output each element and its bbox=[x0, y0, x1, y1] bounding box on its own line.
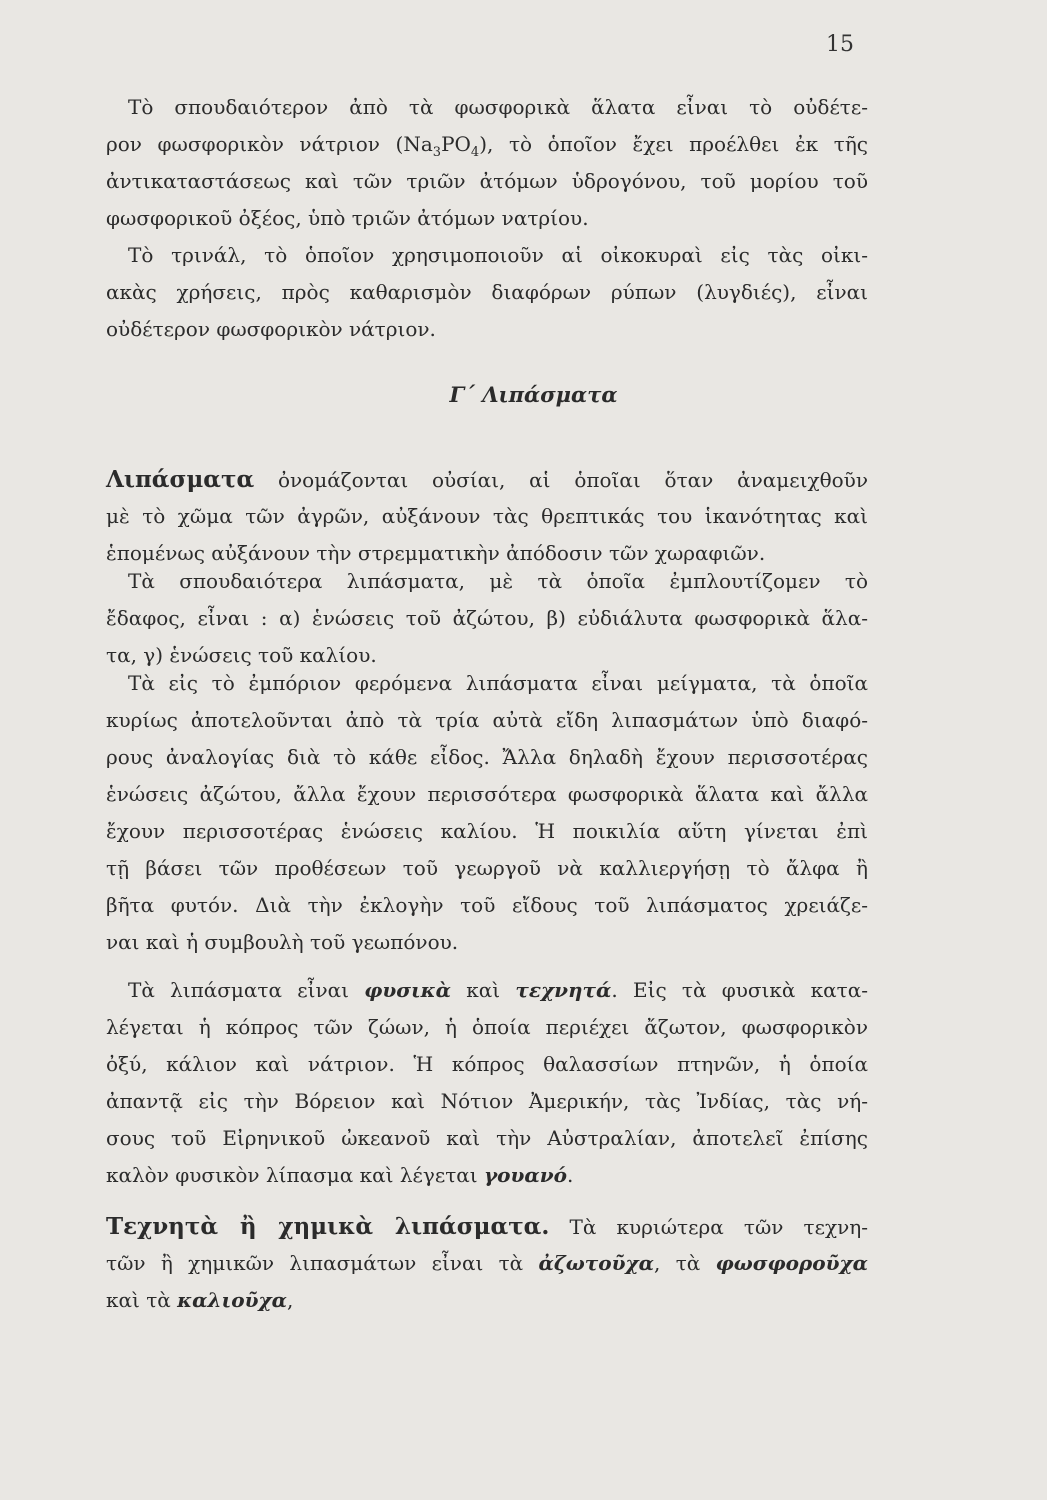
text-fragment: Τὰ κυριώτερα τῶν τεχνη- bbox=[549, 1215, 868, 1239]
text-line: φωσφορικοῦ ὀξέος, ὑπὸ τριῶν ἀτόμων νατρίου. bbox=[106, 206, 589, 230]
paragraph-chemical-fertilizers bbox=[106, 1208, 868, 1319]
subscript: 4 bbox=[470, 145, 480, 160]
text-line: ρους ἀναλογίας διὰ τὸ κάθε εἶδος. Ἄλλα δηλαδὴ ἔχουν περισσοτέρας bbox=[106, 745, 868, 769]
text-line bbox=[106, 126, 868, 163]
text-line: ἔδαφος, εἶναι : α) ἑνώσεις τοῦ ἀζώτου, β) εὐδιάλυτα φωσφορικὰ ἅλα- bbox=[106, 606, 868, 630]
text-line bbox=[106, 1157, 868, 1194]
text-fragment: . bbox=[567, 1163, 574, 1187]
paragraph-fertilizers-definition bbox=[106, 461, 868, 572]
text-line bbox=[106, 461, 868, 498]
text-line: οὐδέτερον φωσφορικὸν νάτριον. bbox=[106, 317, 436, 341]
text-fragment: , τὰ bbox=[654, 1251, 716, 1275]
text-fragment: ρον φωσφορικὸν νάτριον (Na bbox=[106, 132, 433, 156]
text-line: Τὸ τρινάλ, τὸ ὁποῖον χρησιμοποιοῦν αἱ οἰκοκυραὶ εἰς τὰς οἰκι- bbox=[128, 243, 868, 267]
text-line bbox=[106, 1208, 868, 1245]
defined-term: Τεχνητὰ ἢ χημικὰ λιπάσματα. bbox=[106, 1213, 550, 1240]
text-line bbox=[106, 972, 868, 1009]
text-line bbox=[106, 1245, 868, 1282]
text-line: λέγεται ἡ κόπρος τῶν ζώων, ἡ ὁποία περιέχει ἄζωτον, φωσφορικὸν bbox=[106, 1015, 868, 1039]
emphasis-nitrogenous: ἀζωτοῦχα bbox=[538, 1251, 655, 1275]
text-line: Τὰ σπουδαιότερα λιπάσματα, μὲ τὰ ὁποῖα ἐμπλουτίζομεν τὸ bbox=[128, 569, 868, 593]
text-line: κυρίως ἀποτελοῦνται ἀπὸ τὰ τρία αὐτὰ εἴδη λιπασμάτων ὑπὸ διαφό- bbox=[106, 708, 868, 732]
text-fragment: ὀνομάζονται οὐσίαι, αἱ ὁποῖαι ὅταν ἀναμειχθοῦν bbox=[254, 468, 868, 492]
text-line: ἑνώσεις ἀζώτου, ἄλλα ἔχουν περισσότερα φωσφορικὰ ἅλατα καὶ ἄλλα bbox=[106, 782, 868, 806]
emphasis-potassic: καλιοῦχα bbox=[177, 1288, 287, 1312]
page-number: 15 bbox=[826, 32, 854, 57]
text-line: σους τοῦ Εἰρηνικοῦ ὠκεανοῦ καὶ τὴν Αὐστραλίαν, ἀποτελεῖ ἐπίσης bbox=[106, 1126, 868, 1150]
section-heading: Γ΄ Λιπάσματα bbox=[449, 382, 618, 407]
text-fragment: καὶ τὰ bbox=[106, 1288, 178, 1312]
text-line: ἑπομένως αὐξάνουν τὴν στρεμματικὴν ἀπόδοσιν τῶν χωραφιῶν. bbox=[106, 541, 766, 565]
text-line: Τὰ εἰς τὸ ἐμπόριον φερόμενα λιπάσματα εἶναι μείγματα, τὰ ὁποῖα bbox=[128, 671, 868, 695]
text-fragment: ), τὸ ὁποῖον ἔχει προέλθει ἐκ τῆς bbox=[479, 132, 869, 156]
text-line: τα, γ) ἑνώσεις τοῦ καλίου. bbox=[106, 643, 377, 667]
paragraph-phosphate bbox=[106, 89, 868, 237]
text-fragment: Τὰ λιπάσματα εἶναι bbox=[128, 978, 365, 1002]
paragraph-important-fertilizers bbox=[106, 563, 868, 674]
paragraph-trinal bbox=[106, 237, 868, 348]
text-line: Τὸ σπουδαιότερον ἀπὸ τὰ φωσφορικὰ ἅλατα εἶναι τὸ οὐδέτε- bbox=[128, 95, 868, 119]
paragraph-commercial-mixtures bbox=[106, 665, 868, 961]
emphasis-artificial: τεχνητά bbox=[515, 978, 612, 1002]
emphasis-guano: γουανό bbox=[483, 1163, 567, 1187]
text-line: ἀντικαταστάσεως καὶ τῶν τριῶν ἀτόμων ὑδρογόνου, τοῦ μορίου τοῦ bbox=[106, 169, 868, 193]
text-fragment: . Εἰς τὰ φυσικὰ κατα- bbox=[611, 978, 868, 1002]
text-fragment: , bbox=[286, 1288, 294, 1312]
text-line: μὲ τὸ χῶμα τῶν ἀγρῶν, αὐξάνουν τὰς θρεπτικάς του ἱκανότητας καὶ bbox=[106, 504, 868, 528]
defined-term: Λιπάσματα bbox=[106, 466, 255, 493]
text-fragment: PO bbox=[441, 132, 471, 156]
text-fragment: καλὸν φυσικὸν λίπασμα καὶ λέγεται bbox=[106, 1163, 484, 1187]
emphasis-natural: φυσικὰ bbox=[364, 978, 451, 1002]
text-line: ὀξύ, κάλιον καὶ νάτριον. Ἡ κόπρος θαλασσίων πτηνῶν, ἡ ὁποία bbox=[106, 1052, 868, 1076]
text-fragment: τῶν ἢ χημικῶν λιπασμάτων εἶναι τὰ bbox=[106, 1251, 539, 1275]
paragraph-natural-fertilizers bbox=[106, 972, 868, 1194]
subscript: 3 bbox=[432, 145, 442, 160]
text-line bbox=[106, 1282, 868, 1319]
text-line: βῆτα φυτόν. Διὰ τὴν ἐκλογὴν τοῦ εἴδους τοῦ λιπάσματος χρειάζε- bbox=[106, 893, 868, 917]
text-line: ἔχουν περισσοτέρας ἑνώσεις καλίου. Ἡ ποικιλία αὕτη γίνεται ἐπὶ bbox=[106, 819, 868, 843]
text-fragment: καὶ bbox=[451, 978, 516, 1002]
text-line: ἀπαντᾷ εἰς τὴν Βόρειον καὶ Νότιον Ἀμερικήν, τὰς Ἰνδίας, τὰς νή- bbox=[106, 1089, 868, 1113]
text-line: ακὰς χρήσεις, πρὸς καθαρισμὸν διαφόρων ρύπων (λυγδιές), εἶναι bbox=[106, 280, 868, 304]
emphasis-phosphatic: φωσφοροῦχα bbox=[715, 1251, 868, 1275]
text-line: ναι καὶ ἡ συμβουλὴ τοῦ γεωπόνου. bbox=[106, 930, 459, 954]
text-line: τῇ βάσει τῶν προθέσεων τοῦ γεωργοῦ νὰ καλλιεργήσῃ τὸ ἄλφα ἢ bbox=[106, 856, 868, 880]
